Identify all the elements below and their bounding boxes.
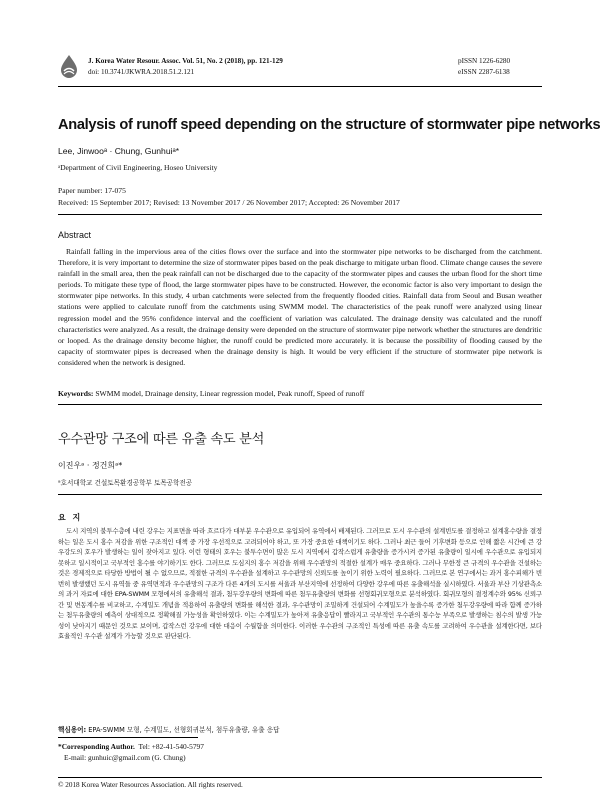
dates-rule <box>58 214 542 215</box>
issn-block <box>458 56 538 78</box>
pissn-text: pISSN 1226-6280 <box>458 57 511 65</box>
keywords-list: SWMM model, Drainage density, Linear regression model, Peak runoff, Speed of runoff <box>93 389 365 398</box>
keywords-label: Keywords: <box>58 389 94 398</box>
paper-authors: Lee, Jinwooᵃ · Chung, Gunhuiᵃ* <box>58 146 180 156</box>
keywords-line <box>58 389 542 398</box>
paper-title: Analysis of runoff speed depending on the structure of stormwater pipe networks <box>58 117 600 133</box>
korean-summary-heading: 요 지 <box>58 513 83 522</box>
journal-logo <box>58 54 80 80</box>
corresponding-author <box>58 741 204 752</box>
corresponding-tel: Tel: +82-41-540-5797 <box>138 742 204 751</box>
korean-title: 우수관망 구조에 따른 유출 속도 분석 <box>58 432 265 447</box>
korean-affiliation: ᵃ호서대학교 건설토목환경공학부 토목공학전공 <box>58 479 193 487</box>
korean-keywords-list: EPA-SWMM 모형, 수계밀도, 선형회귀분석, 첨두유출량, 유출 응답 <box>86 726 280 734</box>
abstract-heading: Abstract <box>58 230 92 240</box>
journal-header <box>88 56 283 78</box>
copyright-text: © 2018 Korea Water Resources Association. All rights reserved. <box>58 781 243 789</box>
korean-summary-text: 도시 지역의 불투수층에 내린 강우는 지표면을 따라 흐르다가 대부분 우수관으로 유입되어 유역에서 배제된다. 그러므로 도시 우수관의 설계빈도를 결정하고 설계홍수량을 결정하는 일은 도시 홍수 저감을 위한 구조적인 대책 중 가장 우선적으로 고려되어야 하고, 또 가장 중요한 대책이기도 하다. 그러나 최근 들어 기후변화 등으로 인해 짧은 시간에 큰 강우강도의 호우가 발생하는 일이 잦아지고 있다. 이런 형태의 호우는 불투수면이 많은 도시 지역에서 갑작스럽게 유출량을 증가시켜 증가된 유출량이 일시에 우수관으로 유입되지 못하고 일시적이고 국부적인 홍수를 야기하기도 한다. 그러므로 도심지의 홍수 저감을 위해 우수관망의 적절한 설계가 매우 중요하다. 그러나 무한정 큰 규격의 우수관을 건설하는 것은 경제적으로 타당한 방법이 될 수 없으므로, 적절한 규격의 우수관을 설계하고 우수관망의 신뢰도를 높이기 위한 노력이 필요하다. 그러므로 본 연구에서는 과거 홍수피해가 빈번히 발생했던 도시 유역들 중 유역면적과 우수관망의 구조가 다른 4개의 도시를 서울과 부산지역에 선정하여 다양한 강우에 따른 유출해석을 실시하였다. 서울과 부산 기상관측소의 과거 자료에 대한 EPA-SWMM 모형에서의 유출해석 결과, 첨두강우량의 변화에 따른 첨두유출량의 변화를 선형회귀모형으로 분석하였다. 회귀모형의 결정계수와 95% 신뢰구간 및 변동계수를 비교하고, 수계밀도 개념을 적용하여 유출량의 변화를 해석한 결과, 우수관망이 조밀하게 건설되어 수계밀도가 높을수록 증가한 첨두강우량에 따라 함께 증가하는 첨두유출량의 예측이 상대적으로 정확해질 가능성을 확인하였다. 이는 수계밀도가 높아져 유출응답이 빨라지고 국부적인 우수관의 통수능 부족으로 발생하는 침수의 발생 가능성이 낮아지기 때문인 것으로 보이며, 갑작스런 강우에 대한 대응이 수월함을 의미한다. 이러한 우수관의 구조적인 특성에 따른 유출 속도를 고려하여 우수관을 설계한다면, 보다 효율적인 우수관 설계가 가능할 것으로 판단된다. <box>58 527 542 641</box>
korean-authors: 이진우ᵃ · 정건희ᵃ* <box>58 461 123 470</box>
doi-text: doi: 10.3741/JKWRA.2018.51.2.121 <box>88 68 195 76</box>
footnote-rule <box>58 737 198 738</box>
corresponding-label: *Corresponding Author. <box>58 742 135 751</box>
korean-keywords-line <box>58 724 542 734</box>
korean-affil-rule <box>58 494 542 495</box>
paper-number: Paper number: 17-075 <box>58 186 126 195</box>
abstract-text: Rainfall falling in the impervious area of the cities flows over the surface and into the stormwater pipe networks to be discharged from the catchment. Therefore, it is very important to determine the size of stormwater pipes based on the peak discharge to mitigate urban flood. Climate change causes the severe rainfall in the small area, then the peak rainfall can not be discharged due to the capacity of the stormwater pipes and causes the urban flood for the short time periods. To mitigate these type of flood, the large stormwater pipes have to be constructed. However, the economic factor is also very important to design the stormwater pipe networks. In this study, 4 urban catchments were selected from the frequently flooded cities. Rainfall data from Seoul and Busan weather stations were applied to calculate runoff from the catchments using SWMM model. The characteristics of the peak runoff were analyzed using linear regression model and the 95% confidence interval and the coefficient of variation was calculated. The drainage density was calculated and the runoff characteristics were analyzed. As a result, the drainage density were depended on the structure of stormwater pipe network whether the structures are dendritic or looped. As the drainage density become higher, the runoff could be predicted more accurately. it is because the possibility of flooding caused by the capacity of stormwater pipes is decreased when the drainage density is high. It would be very efficient if the structure of stormwater pipe network is considered when the network is designed. <box>58 247 542 367</box>
abstract-rule <box>58 404 542 405</box>
footer-rule <box>58 777 542 778</box>
korean-keywords-label: 핵심용어: <box>58 726 87 734</box>
eissn-text: eISSN 2287-6138 <box>458 68 510 76</box>
journal-citation: J. Korea Water Resour. Assoc. Vol. 51, No. 2 (2018), pp. 121-129 <box>88 57 283 65</box>
paper-dates: Received: 15 September 2017; Revised: 13 November 2017 / 26 November 2017; Accepted: 26 November 2017 <box>58 198 400 207</box>
paper-affiliation: ᵃDepartment of Civil Engineering, Hoseo University <box>58 163 218 172</box>
corresponding-email: E-mail: gunhuic@gmail.com (G. Chung) <box>64 753 186 762</box>
header-rule <box>58 86 542 87</box>
